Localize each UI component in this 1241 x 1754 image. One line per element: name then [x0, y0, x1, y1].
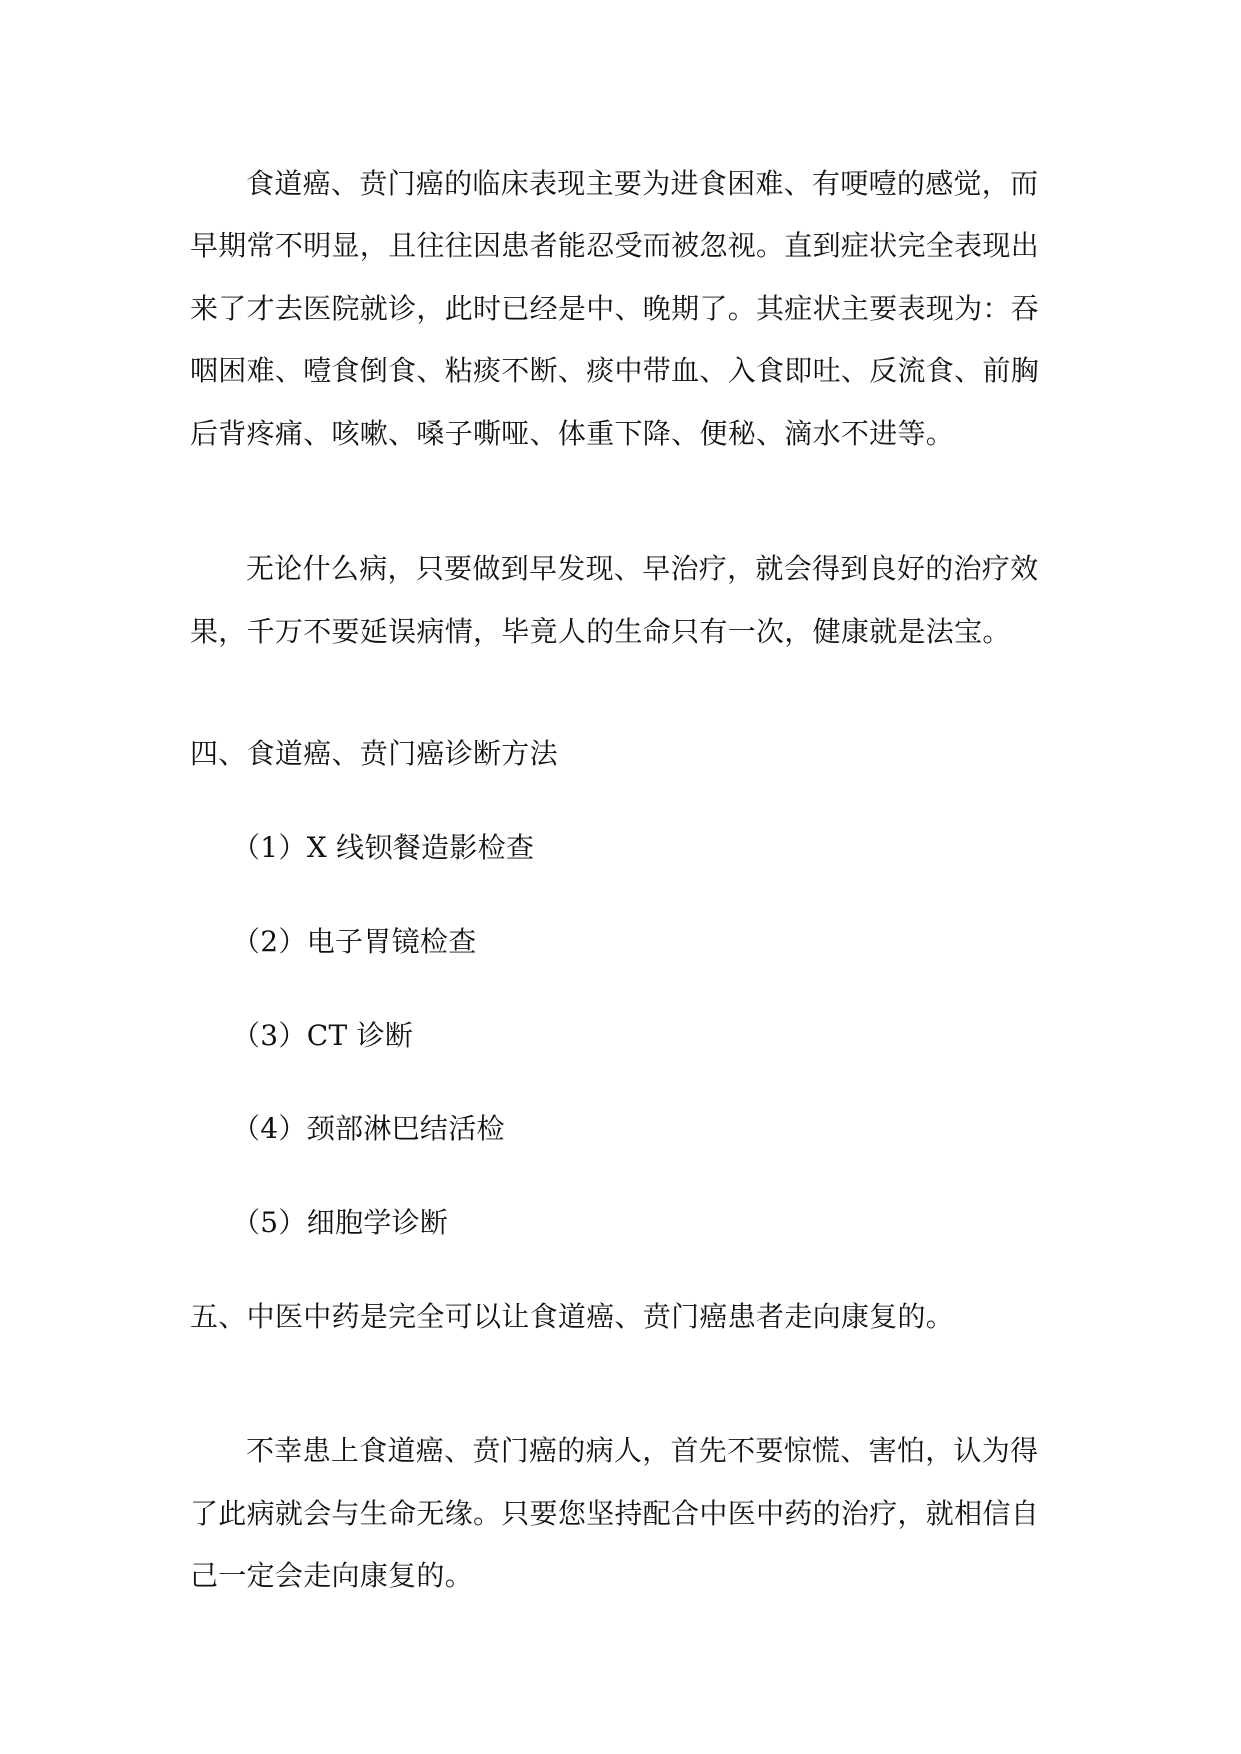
paragraph-1-line-5: 后背疼痛、咳嗽、嗓子嘶哑、体重下降、便秘、滴水不进等。 [190, 417, 955, 450]
diagnosis-item-1: （1）X 线钡餐造影检查 [232, 831, 535, 864]
paragraph-2-line-1: 无论什么病，只要做到早发现、早治疗，就会得到良好的治疗效 [246, 552, 1039, 585]
diagnosis-item-5: （5）细胞学诊断 [232, 1206, 449, 1239]
diagnosis-item-3: （3）CT 诊断 [232, 1019, 414, 1052]
paragraph-3-line-2: 了此病就会与生命无缘。只要您坚持配合中医中药的治疗，就相信自 [190, 1497, 1040, 1530]
paragraph-1-line-1: 食道癌、贲门癌的临床表现主要为进食困难、有哽噎的感觉，而 [246, 167, 1039, 200]
section-5-heading: 五、中医中药是完全可以让食道癌、贲门癌患者走向康复的。 [190, 1300, 955, 1333]
diagnosis-item-4: （4）颈部淋巴结活检 [232, 1112, 505, 1145]
paragraph-1-line-4: 咽困难、噎食倒食、粘痰不断、痰中带血、入食即吐、反流食、前胸 [190, 354, 1040, 387]
section-4-heading: 四、食道癌、贲门癌诊断方法 [190, 737, 558, 770]
paragraph-1-line-2: 早期常不明显，且往往因患者能忍受而被忽视。直到症状完全表现出 [190, 229, 1040, 262]
diagnosis-item-2: （2）电子胃镜检查 [232, 925, 477, 958]
paragraph-3-line-3: 己一定会走向康复的。 [190, 1559, 474, 1592]
paragraph-2-line-2: 果，千万不要延误病情，毕竟人的生命只有一次，健康就是法宝。 [190, 615, 1011, 648]
paragraph-3-line-1: 不幸患上食道癌、贲门癌的病人，首先不要惊慌、害怕，认为得 [246, 1434, 1039, 1467]
paragraph-1-line-3: 来了才去医院就诊，此时已经是中、晚期了。其症状主要表现为：吞 [190, 292, 1040, 325]
